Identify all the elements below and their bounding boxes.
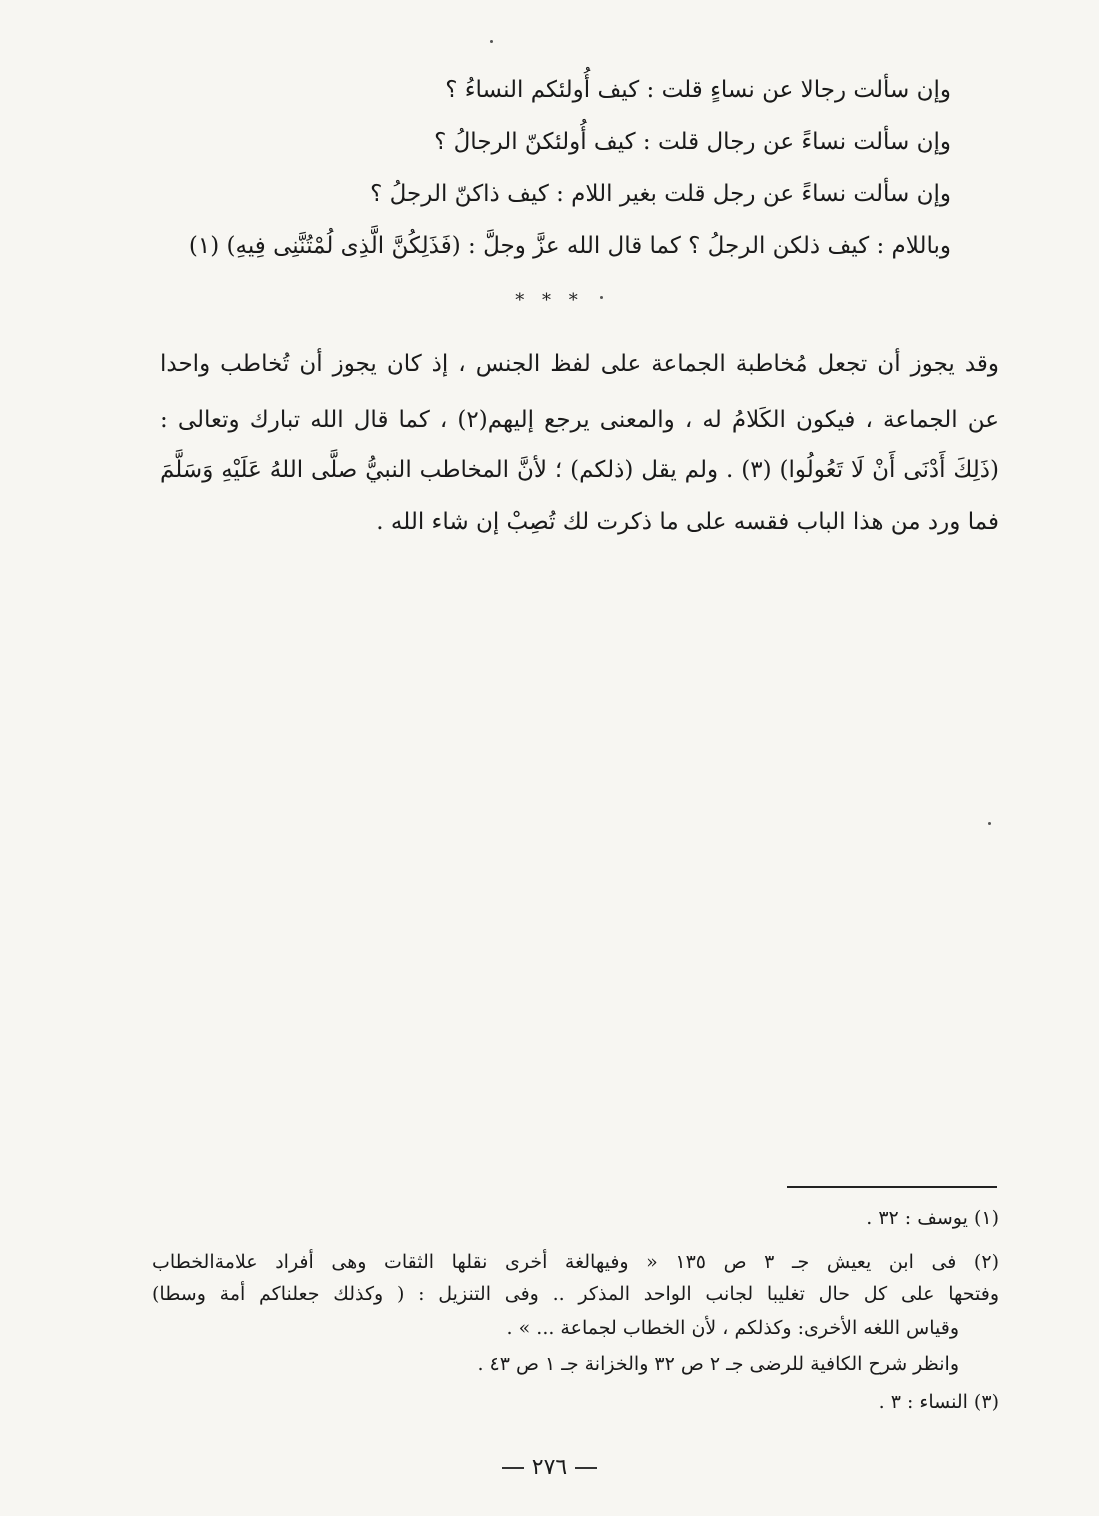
text-line: وإن سألت نساءً عن رجل قلت بغير اللام : كيف ذاكنّ الرجلُ ؟: [370, 181, 951, 207]
footnote-3: (٣) النساء : ٣ .: [878, 1391, 999, 1413]
page-number-text: ٢٧٦: [531, 1455, 568, 1480]
footnote-2-line: وانظر شرح الكافية للرضى جـ ٢ ص ٣٢ والخزانة جـ ١ ص ٤٣ .: [477, 1353, 959, 1375]
footnote-2-line: (٢) فى ابن يعيش جـ ٣ ص ١٣٥ « وفيهالغة أخرى نقلها الثقات وهى أفراد علامةالخطاب: [152, 1251, 999, 1273]
text-line: وإن سألت نساءً عن رجال قلت : كيف أُولئكنّ الرجالُ ؟: [434, 129, 951, 155]
footnote-2-line: وقياس اللغه الأخرى: وكذلكم ، لأن الخطاب لجماعة ... » .: [506, 1317, 959, 1339]
section-separator: * * *: [515, 290, 584, 311]
paragraph-line: فما ورد من هذا الباب فقسه على ما ذكرت لك تُصِبْ إن شاء الله .: [376, 509, 999, 535]
paragraph-line: (ذَلِكَ أَدْنَى أَنْ لَا تَعُولُوا) (٣) . ولم يقل (ذلكم) ؛ لأنَّ المخاطب النبيُّ صلَّى اللهُ عَلَيْهِ وَسَلَّمَ: [160, 457, 1000, 483]
footnote-2-line: وفتحها على كل حال تغليبا لجانب الواحد المذكر .. وفى التنزيل : ( وكذلك جعلناكم أمة وسطا): [152, 1283, 999, 1305]
scan-speck: [600, 296, 603, 299]
paragraph-line: عن الجماعة ، فيكون الكَلامُ له ، والمعنى يرجع إليهم(٢) ، كما قال الله تبارك وتعالى :: [160, 407, 999, 433]
paragraph-line: وقد يجوز أن تجعل مُخاطبة الجماعة على لفظ الجنس ، إذ كان يجوز أن تُخاطب واحدا: [160, 351, 999, 377]
dash-right: [502, 1467, 524, 1469]
footnote-divider: [787, 1186, 997, 1188]
scan-speck: [988, 822, 991, 825]
page-number: [0, 1455, 1099, 1480]
scan-speck: [490, 40, 493, 43]
dash-left: [575, 1467, 597, 1469]
text-line: وباللام : كيف ذلكن الرجلُ ؟ كما قال الله عزَّ وجلَّ : (فَذَلِكُنَّ الَّذِى لُمْتُنَّنِى فِيهِ) (١): [188, 233, 951, 259]
text-line: وإن سألت رجالا عن نساءٍ قلت : كيف أُولئكم النساءُ ؟: [445, 77, 951, 103]
footnote-1: (١) يوسف : ٣٢ .: [866, 1207, 999, 1229]
